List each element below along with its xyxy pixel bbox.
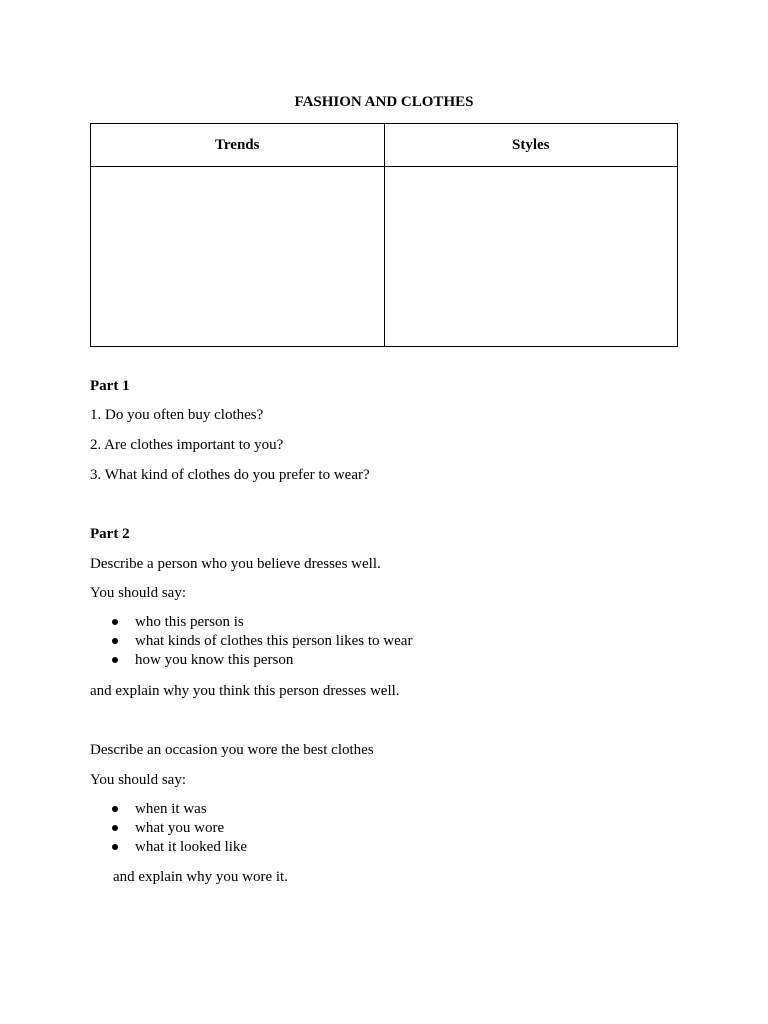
list-item bbox=[90, 613, 412, 632]
table-header-row bbox=[91, 124, 678, 167]
card2-closing: and explain why you wore it. bbox=[113, 869, 288, 885]
list-item-text: who this person is bbox=[135, 614, 244, 630]
part1-question-1: 1. Do you often buy clothes? bbox=[90, 407, 264, 423]
card1-closing: and explain why you think this person dresses well. bbox=[90, 683, 400, 699]
card1-bullet-list bbox=[90, 613, 412, 670]
card2-bullet-list bbox=[90, 800, 247, 857]
list-item-text: how you know this person bbox=[135, 652, 294, 668]
table-row bbox=[91, 167, 678, 347]
list-item bbox=[90, 838, 247, 857]
document-title: FASHION AND CLOTHES bbox=[294, 94, 474, 110]
list-item-text: what kinds of clothes this person likes to wear bbox=[135, 633, 413, 649]
list-item-text: what it looked like bbox=[135, 839, 248, 855]
table-header-styles: Styles bbox=[384, 124, 678, 167]
part1-question-2: 2. Are clothes important to you? bbox=[90, 437, 284, 453]
list-item bbox=[90, 819, 247, 838]
bullet-icon bbox=[112, 844, 118, 850]
card1-should-say: You should say: bbox=[90, 585, 186, 601]
trends-styles-table bbox=[90, 123, 678, 347]
list-item bbox=[90, 800, 247, 819]
list-item-text: when it was bbox=[135, 801, 207, 817]
card2-prompt: Describe an occasion you wore the best clothes bbox=[90, 742, 374, 758]
part1-heading: Part 1 bbox=[90, 378, 130, 394]
card1-prompt: Describe a person who you believe dresses well. bbox=[90, 556, 381, 572]
bullet-icon bbox=[112, 825, 118, 831]
bullet-icon bbox=[112, 619, 118, 625]
table-header-trends: Trends bbox=[91, 124, 385, 167]
list-item bbox=[90, 651, 412, 670]
list-item bbox=[90, 632, 412, 651]
part1-question-3: 3. What kind of clothes do you prefer to wear? bbox=[90, 467, 370, 483]
trends-cell bbox=[91, 167, 385, 347]
bullet-icon bbox=[112, 806, 118, 812]
styles-cell bbox=[384, 167, 678, 347]
card2-should-say: You should say: bbox=[90, 772, 186, 788]
bullet-icon bbox=[112, 638, 118, 644]
list-item-text: what you wore bbox=[135, 820, 225, 836]
bullet-icon bbox=[112, 657, 118, 663]
part2-heading: Part 2 bbox=[90, 526, 130, 542]
